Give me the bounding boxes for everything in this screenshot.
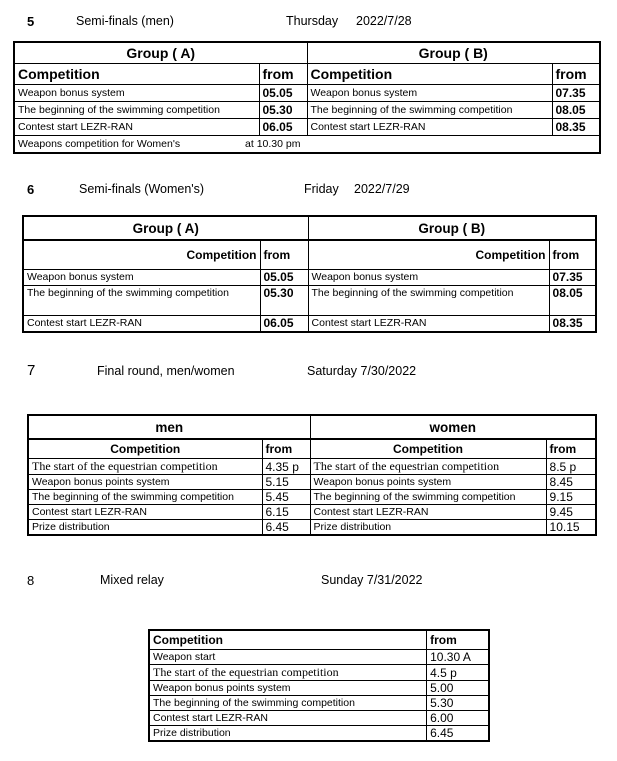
group-b-header: Group ( B) [308, 216, 596, 240]
event-time: 10.30 A [427, 650, 489, 665]
section-5-day: Thursday [286, 14, 339, 28]
event-label: Weapon bonus points system [310, 475, 546, 490]
section-8-title: Mixed relay [100, 573, 164, 587]
event-time: 05.05 [259, 85, 307, 102]
section-5-title: Semi-finals (men) [76, 14, 174, 28]
event-time: 05.30 [259, 102, 307, 119]
event-label: The start of the equestrian competition [28, 459, 262, 475]
event-time: 5.30 [427, 696, 489, 711]
event-time: 05.05 [260, 270, 308, 286]
event-label: The beginning of the swimming competition [308, 286, 549, 316]
section-8-heading [27, 573, 587, 589]
section-7-number: 7 [27, 362, 36, 379]
section-6-title: Semi-finals (Women's) [79, 182, 205, 196]
competition-column-header: Competition [308, 240, 549, 270]
table-row [23, 316, 596, 332]
event-label: The beginning of the swimming competition [28, 490, 262, 505]
event-time: 8.5 p [546, 459, 596, 475]
table-row [149, 726, 489, 742]
event-time: 5.00 [427, 681, 489, 696]
final-round-table [27, 414, 597, 536]
table-row [149, 696, 489, 711]
group-b-header: Group ( B) [307, 42, 600, 64]
table-row [149, 681, 489, 696]
event-label: Contest start LEZR-RAN [310, 505, 546, 520]
section-6-day: Friday [304, 182, 339, 196]
event-label: Weapon bonus system [307, 85, 552, 102]
event-time: 07.35 [549, 270, 596, 286]
table-row [28, 520, 596, 536]
section-8-date: Sunday 7/31/2022 [321, 573, 423, 587]
from-column-header: from [552, 64, 600, 85]
event-time: 4.5 p [427, 665, 489, 681]
event-label: Weapon bonus system [308, 270, 549, 286]
competition-column-header: Competition [307, 64, 552, 85]
event-label: Contest start LEZR-RAN [14, 119, 259, 136]
from-column-header: from [260, 240, 308, 270]
event-label: Weapon bonus system [14, 85, 259, 102]
men-header: men [28, 415, 310, 439]
from-column-header: from [549, 240, 596, 270]
section-7-heading [27, 362, 587, 380]
event-time: 5.15 [262, 475, 310, 490]
event-time: 06.05 [259, 119, 307, 136]
mixed-relay-table [148, 629, 490, 742]
from-column-header: from [427, 630, 489, 650]
section-5-heading [27, 14, 587, 30]
event-label: Weapon bonus points system [28, 475, 262, 490]
table-row [149, 665, 489, 681]
event-time: 08.35 [549, 316, 596, 332]
event-time: 6.45 [262, 520, 310, 536]
event-label: Contest start LEZR-RAN [23, 316, 260, 332]
note-row [14, 136, 600, 154]
event-time: 06.05 [260, 316, 308, 332]
competition-column-header: Competition [149, 630, 427, 650]
event-time: 4.35 p [262, 459, 310, 475]
event-time: 8.45 [546, 475, 596, 490]
semi-finals-men-table [13, 41, 601, 154]
table-row [14, 102, 600, 119]
event-label: Contest start LEZR-RAN [307, 119, 552, 136]
event-label: The start of the equestrian competition [149, 665, 427, 681]
section-8-number: 8 [27, 573, 35, 588]
table-row [149, 650, 489, 665]
section-5-date: 2022/7/28 [356, 14, 412, 28]
table-row [14, 119, 600, 136]
event-label: Prize distribution [149, 726, 427, 742]
table-row [23, 270, 596, 286]
from-column-header: from [259, 64, 307, 85]
women-header: women [310, 415, 596, 439]
section-6-date: 2022/7/29 [354, 182, 410, 196]
event-time: 6.45 [427, 726, 489, 742]
note-text: Weapons competition for Women's [18, 138, 181, 150]
event-time: 5.45 [262, 490, 310, 505]
from-column-header: from [262, 439, 310, 459]
event-time: 08.05 [552, 102, 600, 119]
semi-finals-women-table [22, 215, 597, 333]
event-time: 9.45 [546, 505, 596, 520]
table-row [28, 505, 596, 520]
group-a-header: Group ( A) [14, 42, 307, 64]
event-label: Prize distribution [310, 520, 546, 536]
event-label: The beginning of the swimming competition [310, 490, 546, 505]
event-label: The beginning of the swimming competition [23, 286, 260, 316]
event-label: Contest start LEZR-RAN [149, 711, 427, 726]
competition-column-header: Competition [14, 64, 259, 85]
event-time: 05.30 [260, 286, 308, 316]
section-6-number: 6 [27, 182, 35, 197]
event-time: 08.35 [552, 119, 600, 136]
competition-column-header: Competition [28, 439, 262, 459]
section-7-date: Saturday 7/30/2022 [307, 364, 417, 378]
table-row [28, 475, 596, 490]
table-row [14, 85, 600, 102]
event-label: The start of the equestrian competition [310, 459, 546, 475]
event-label: Weapon bonus system [23, 270, 260, 286]
note-time: at 10.30 pm [245, 138, 301, 150]
group-a-header: Group ( A) [23, 216, 308, 240]
event-label: Contest start LEZR-RAN [28, 505, 262, 520]
section-6-heading [27, 182, 587, 198]
table-row [149, 711, 489, 726]
section-7-title: Final round, men/women [97, 364, 235, 378]
event-time: 08.05 [549, 286, 596, 316]
table-row [28, 490, 596, 505]
competition-column-header: Competition [310, 439, 546, 459]
womens-weapons-note [14, 136, 600, 154]
event-label: The beginning of the swimming competition [14, 102, 259, 119]
event-time: 07.35 [552, 85, 600, 102]
event-time: 10.15 [546, 520, 596, 536]
event-label: Weapon start [149, 650, 427, 665]
event-label: Contest start LEZR-RAN [308, 316, 549, 332]
event-time: 9.15 [546, 490, 596, 505]
event-label: The beginning of the swimming competition [307, 102, 552, 119]
event-time: 6.15 [262, 505, 310, 520]
table-row [28, 459, 596, 475]
event-label: Weapon bonus points system [149, 681, 427, 696]
event-label: Prize distribution [28, 520, 262, 536]
from-column-header: from [546, 439, 596, 459]
table-row [23, 286, 596, 316]
event-label: The beginning of the swimming competition [149, 696, 427, 711]
event-time: 6.00 [427, 711, 489, 726]
section-5-number: 5 [27, 14, 35, 29]
competition-column-header: Competition [23, 240, 260, 270]
